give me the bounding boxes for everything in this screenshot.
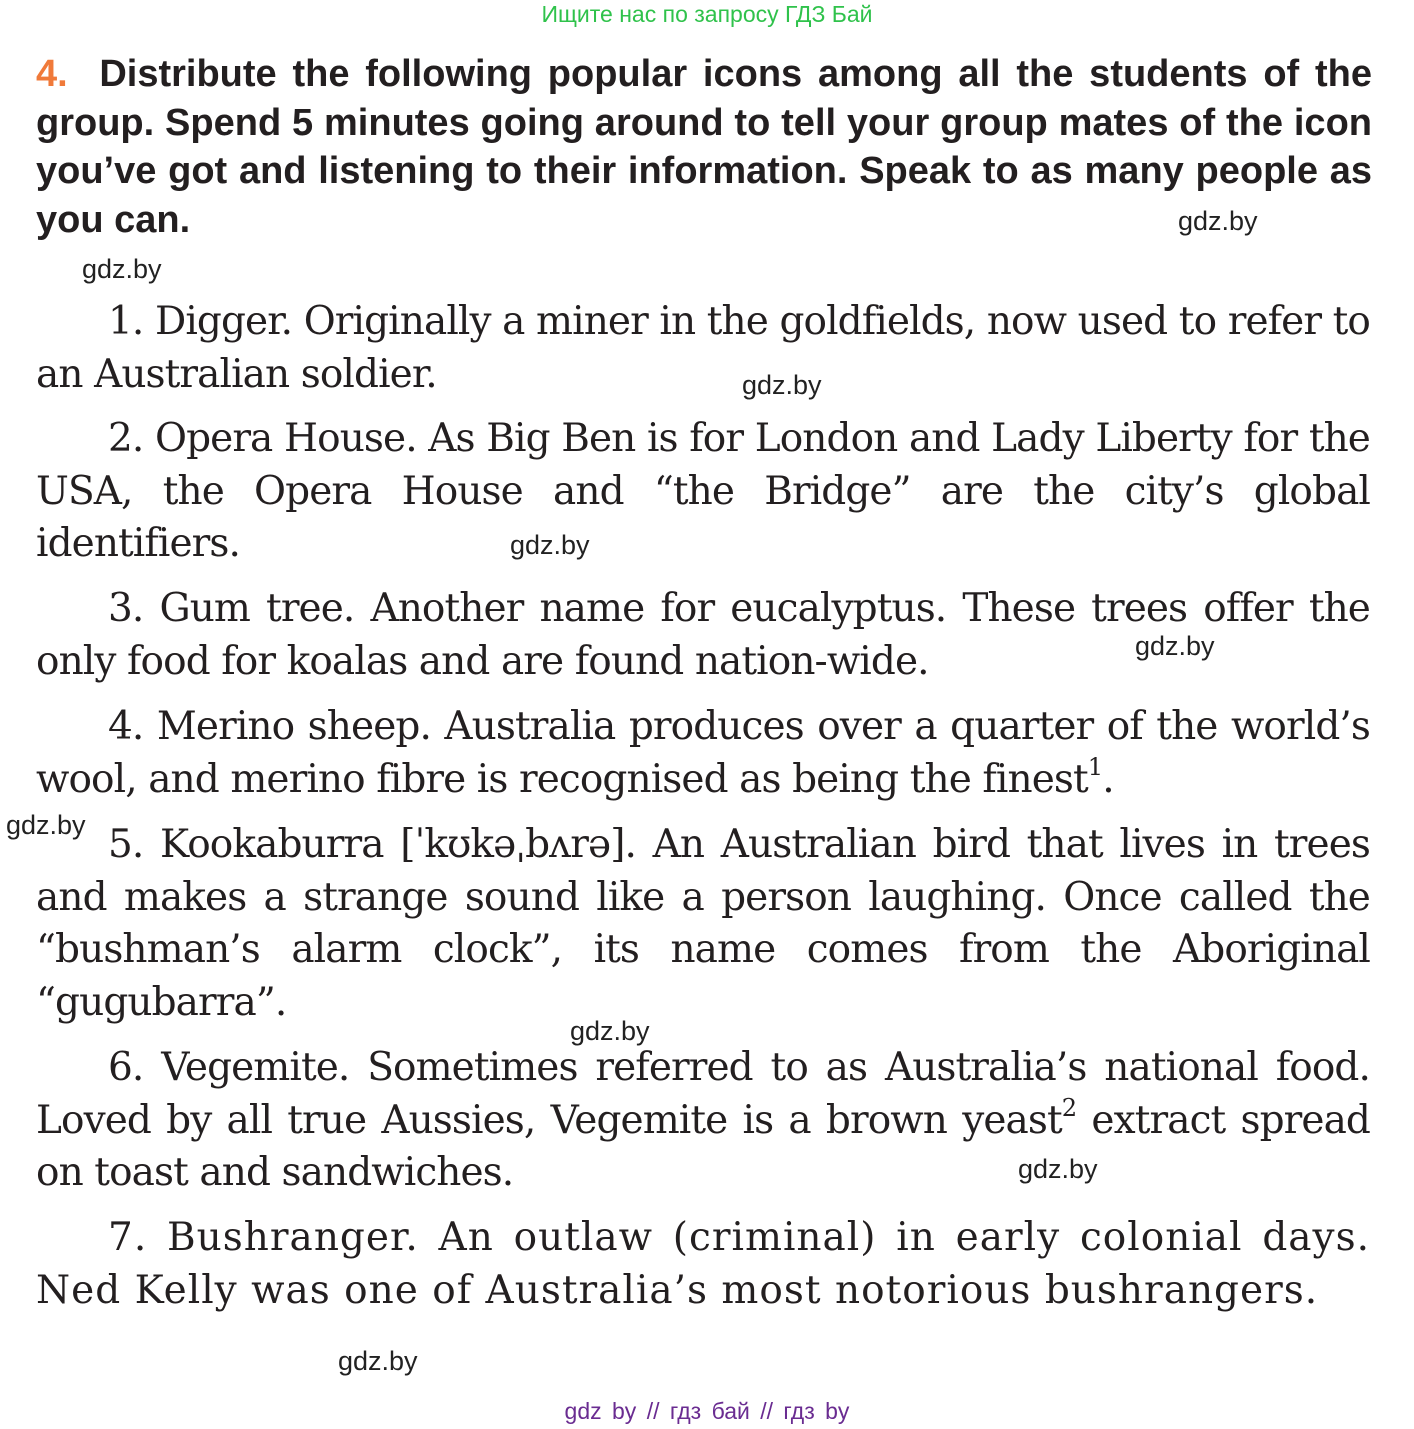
- footnote-marker: 1: [1087, 752, 1103, 781]
- list-item: 3. Gum tree. Another name for eucalyptus. These trees offer the only food for koalas and are found nation-wide.: [36, 586, 1370, 684]
- list-item: 4. Merino sheep. Australia produces over a quarter of the world’s wool, and merino fibre is recognised as being the finest$^1$.: [36, 704, 1370, 802]
- watermark: gdz.by: [510, 530, 590, 560]
- task-number: 4.: [36, 53, 68, 95]
- task-text: Distribute the following popular icons among all the students of the group. Spend 5 minutes going around to tell your group mates of the icon you’ve got and listening to their information. Speak to as many people as you can.: [36, 53, 1372, 241]
- watermark: gdz.by: [6, 810, 86, 840]
- top-banner: Ищите нас по запросу ГДЗ Бай: [541, 1, 873, 27]
- list-item: 5. Kookaburra [ˈkʊkəˌbʌrə]. An Australian bird that lives in trees and makes a strange sound like a person laughing. Once called the “bushman’s alarm clock”, its name comes from the Aboriginal “gugubarra”.: [36, 822, 1370, 1025]
- watermark: gdz.by: [1135, 631, 1215, 661]
- watermark: gdz.by: [1178, 206, 1258, 236]
- watermark: gdz.by: [1018, 1154, 1098, 1184]
- list-item: 1. Digger. Originally a miner in the goldfields, now used to refer to an Australian soldier.: [36, 299, 1370, 397]
- task-instruction: [36, 50, 1372, 244]
- watermark: gdz.by: [338, 1346, 418, 1376]
- watermark: gdz.by: [82, 254, 162, 284]
- list-item: 2. Opera House. As Big Ben is for London and Lady Liberty for the USA, the Opera House and “the Bridge” are the city’s global identifiers.: [36, 416, 1370, 566]
- watermark: gdz.by: [742, 370, 822, 400]
- footnote-marker: 2: [1061, 1093, 1077, 1122]
- list-item: 6. Vegemite. Sometimes referred to as Australia’s national food. Loved by all true Aussies, Vegemite is a brown yeast$^2$ extract spread on toast and sandwiches.: [36, 1045, 1370, 1195]
- footer-links: gdz by // гдз бай // гдз by: [564, 1398, 850, 1424]
- watermark: gdz.by: [570, 1016, 650, 1046]
- list-item: 7. Bushranger. An outlaw (criminal) in early colonial days. Ned Kelly was one of Australia’s most notorious bushrangers.: [36, 1215, 1370, 1313]
